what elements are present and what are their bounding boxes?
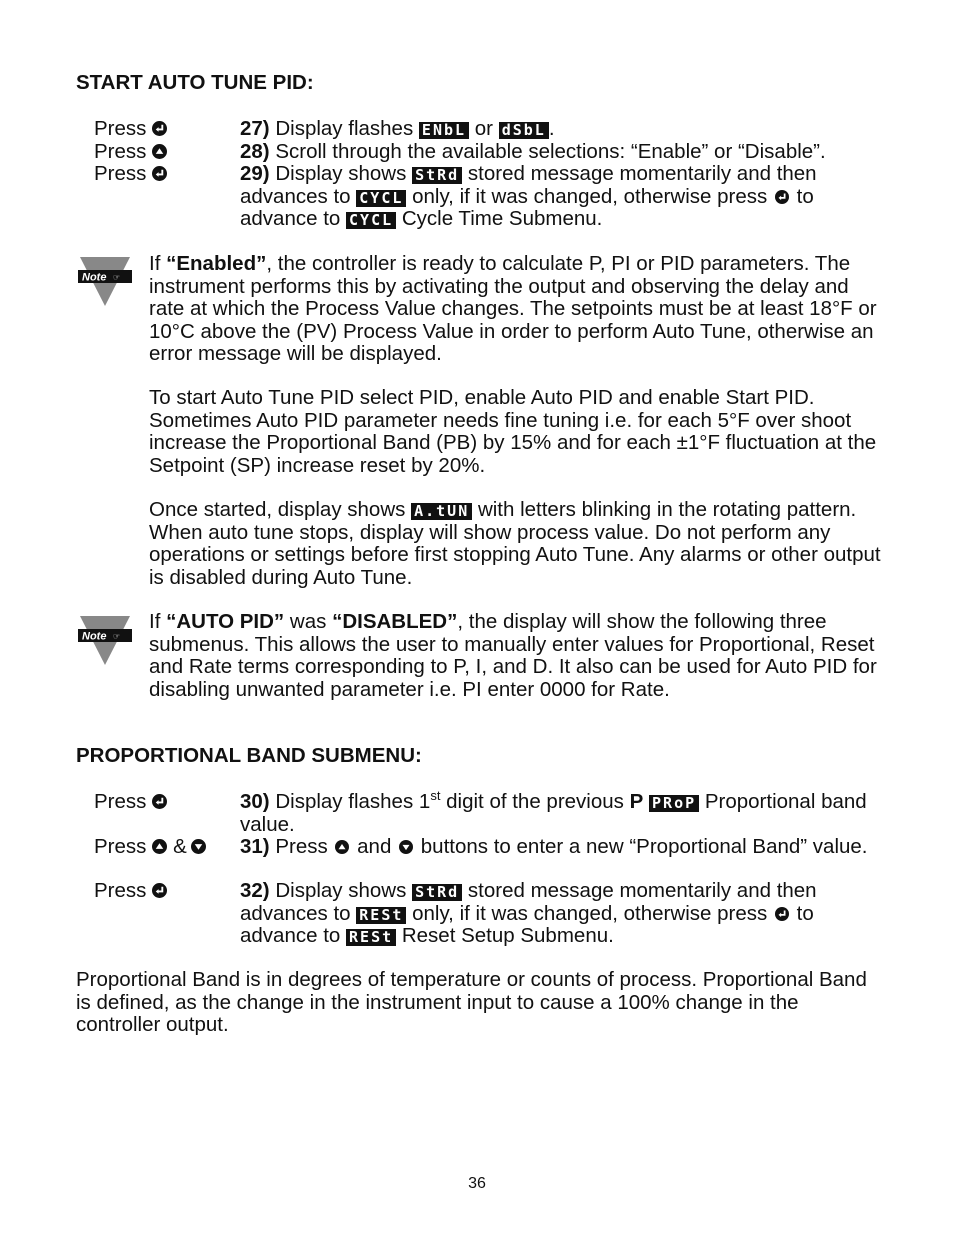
press-row-28: Press xyxy=(94,141,244,164)
step-28: 28) Scroll through the available selections: “Enable” or “Disable”. xyxy=(240,140,826,163)
closing-paragraph: Proportional Band is in degrees of temperature or counts of process. Proportional Band is defined, as the change in the instrument input to cause a 100% change in the controller output. xyxy=(76,968,867,1036)
lcd-display: CYCL xyxy=(356,190,406,207)
section-heading-proportional-band: PROPORTIONAL BAND SUBMENU: xyxy=(76,744,422,767)
up-button-icon xyxy=(152,144,167,159)
step-29: 29) Display shows StRd stored message momentarily and then advances to CYCL only, if it was changed, otherwise press to advance to CYCL Cycle Time Submenu. xyxy=(240,162,817,230)
lcd-display: PRoP xyxy=(649,795,699,812)
step-27: 27) Display flashes ENbL or dSbL . xyxy=(240,117,555,140)
lcd-display: CYCL xyxy=(346,212,396,229)
press-row-29: Press xyxy=(94,163,244,186)
note-icon xyxy=(76,254,134,310)
down-button-icon xyxy=(191,839,206,854)
press-row-32: Press xyxy=(94,880,244,903)
press-row-27: Press xyxy=(94,118,244,141)
enter-button-icon xyxy=(152,166,167,181)
page-number: 36 xyxy=(468,1175,486,1192)
svg-text:☞: ☞ xyxy=(113,273,121,282)
lcd-display: StRd xyxy=(412,167,462,184)
enter-button-icon xyxy=(152,883,167,898)
enter-button-icon xyxy=(775,190,789,204)
enter-button-icon xyxy=(152,121,167,136)
note-1-para-2: To start Auto Tune PID select PID, enable Auto PID and enable Start PID. Sometimes Auto PID parameter needs fine tuning i.e. for each 5°F over shoot increase the Proportional Band (PB) by 15% and for each ±1°F fluctuation at the Setpoint (SP) increase reset by 20%. xyxy=(149,386,877,477)
press-row-30: Press xyxy=(94,791,244,814)
enter-button-icon xyxy=(775,907,789,921)
lcd-display: RESt xyxy=(356,907,406,924)
enter-button-icon xyxy=(152,794,167,809)
section-heading-auto-tune: START AUTO TUNE PID: xyxy=(76,71,314,94)
note-icon xyxy=(76,613,134,669)
svg-text:☞: ☞ xyxy=(113,632,121,641)
step-31: 31) Press and buttons to enter a new “Proportional Band” value. xyxy=(240,835,868,858)
up-button-icon xyxy=(335,840,349,854)
svg-text:Note: Note xyxy=(82,630,107,643)
press-row-31: Press & xyxy=(94,836,244,859)
note-2-text: If “AUTO PID” was “DISABLED”, the display will show the following three submenus. This allows the user to manually enter values for Proportional, Reset and Rate terms corresponding to P, I, and D. It also can be used for Auto PID for disabling unwanted parameter i.e. PI enter 0000 for Rate. xyxy=(149,610,877,701)
lcd-display: dSbL xyxy=(499,122,549,139)
step-32: 32) Display shows StRd stored message momentarily and then advances to RESt only, if it was changed, otherwise press to advance to RESt Reset Setup Submenu. xyxy=(240,879,817,947)
lcd-display: A.tUN xyxy=(411,503,472,520)
lcd-display: RESt xyxy=(346,929,396,946)
lcd-display: StRd xyxy=(412,884,462,901)
step-30: 30) Display flashes 1st digit of the previous P PRoP Proportional band value. xyxy=(240,788,867,836)
lcd-display: ENbL xyxy=(419,122,469,139)
down-button-icon xyxy=(399,840,413,854)
note-1-text: If “Enabled”, the controller is ready to calculate P, PI or PID parameters. The instrument performs this by activating the output and observing the delay and rate at which the Process Value changes. The setpoints must be at least 18°F or 10°C above the (PV) Process Value in order to perform Auto Tune, otherwise an error message will be displayed. xyxy=(149,252,877,365)
note-1-para-3: Once started, display shows A.tUN with letters blinking in the rotating pattern. When auto tune stops, display will show process value. Do not perform any operations or settings before first stopping Auto Tune. Any alarms or other output is disabled during Auto Tune. xyxy=(149,498,881,589)
svg-text:Note: Note xyxy=(82,271,107,284)
up-button-icon xyxy=(152,839,167,854)
